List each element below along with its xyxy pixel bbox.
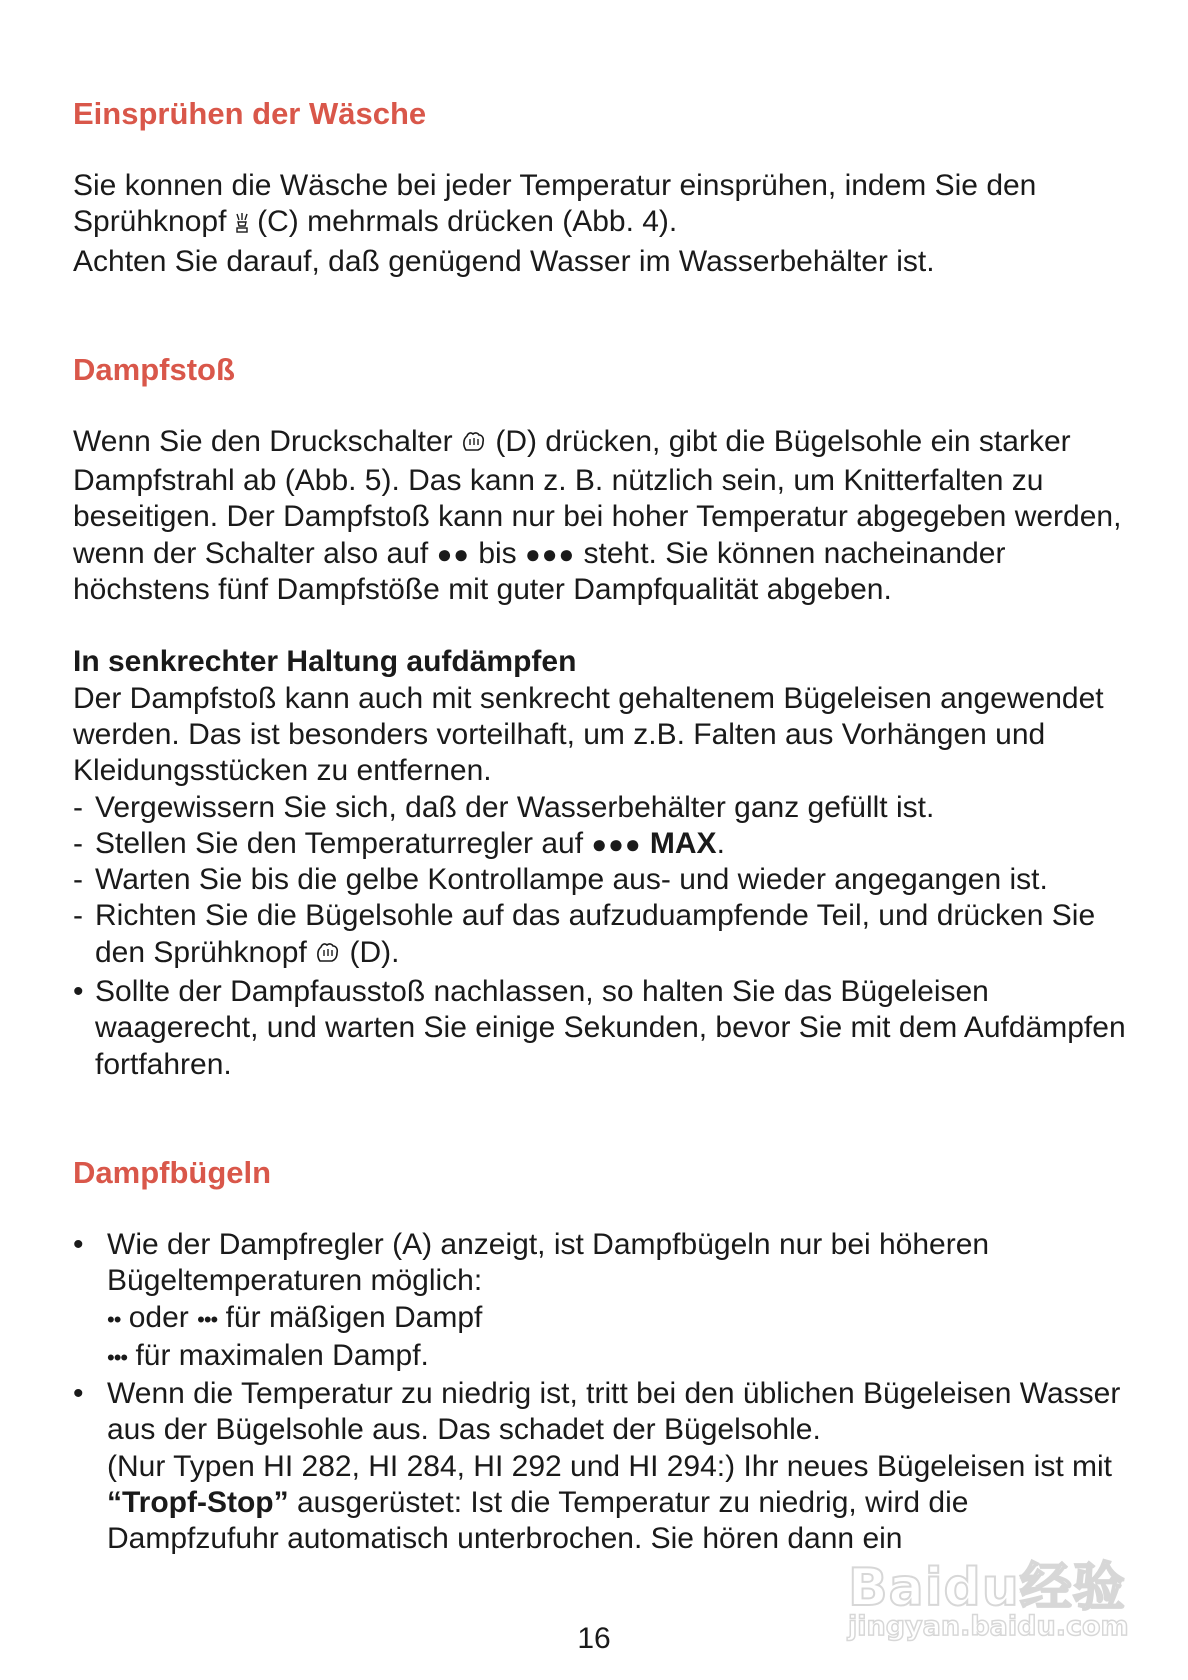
dash-marker: - <box>73 899 83 933</box>
text-segment: für mäßigen Dampf <box>225 1300 483 1334</box>
text-segment: (D) drücken, gibt die Bügelsohle ein starker Dampfstrahl ab (Abb. 5). Das kann z. B. nützlich sein, um Knitterfalten zu beseitigen. Der Dampfstoß kann nur bei hoher Temperatur abgegeben werden, wenn der Schalter also auf <box>73 424 1122 570</box>
text-segment: Wenn Sie den Druckschalter <box>73 424 453 458</box>
max-label: MAX <box>649 826 717 860</box>
list-item <box>73 862 1133 898</box>
paragraph-einspruehen-2: Achten Sie darauf, daß genügend Wasser im Wasserbehälter ist. <box>73 244 935 278</box>
list-item <box>73 1376 1133 1557</box>
section-title-dampfbuegeln: Dampfbügeln <box>73 1154 272 1190</box>
text-segment: Sollte der Dampfausstoß nachlassen, so halten Sie das Bügeleisen waagerecht, und warten Sie einige Sekunden, bevor Sie mit dem Aufdämpfen fortfahren. <box>95 975 1126 1081</box>
dash-marker: - <box>73 826 83 860</box>
temperature-dots-3: ●●● <box>525 538 576 569</box>
spray-icon <box>235 207 249 243</box>
paragraph-dampfstoss <box>73 424 1133 608</box>
paragraph-senkrecht: Der Dampfstoß kann auch mit senkrecht gehaltenem Bügeleisen angewendet werden. Das ist besonders vorteilhaft, um z.B. Falten aus Vorhängen und Kleidungsstücken zu entfernen. <box>73 681 1104 788</box>
bullet-marker: • <box>73 975 84 1009</box>
steam-shot-icon <box>461 427 487 463</box>
text-segment: Sie konnen die Wäsche bei jeder Temperatur einsprühen, indem Sie den Sprühknopf <box>73 169 1037 239</box>
tropf-stop-label: “Tropf-Stop” <box>107 1486 289 1520</box>
section-title-einspruehen: Einsprühen der Wäsche <box>73 96 427 131</box>
list-item <box>73 1227 1133 1376</box>
text-segment: bis <box>478 536 517 570</box>
temperature-dots-3: ••• <box>197 1306 218 1332</box>
text-segment: (Nur Typen HI 282, HI 284, HI 292 und HI 294:) Ihr neues Bügeleisen ist mit <box>107 1449 1112 1483</box>
section-title-dampfstoss: Dampfstoß <box>73 351 235 387</box>
text-segment: Wie der Dampfregler (A) anzeigt, ist Dampfbügeln nur bei höheren Bügeltemperaturen möglich: <box>107 1227 990 1298</box>
dash-marker: - <box>73 790 83 824</box>
text-segment: oder <box>128 1300 189 1334</box>
list-item <box>73 898 1133 974</box>
page-number: 16 <box>577 1622 611 1655</box>
dampfbuegeln-list <box>73 1227 1133 1558</box>
list-item <box>73 826 1133 862</box>
text-segment: steht. Sie können nacheinander höchstens fünf Dampfstöße mit guter Dampfqualität abgeben. <box>73 536 1006 607</box>
text-segment: Wenn die Temperatur zu niedrig ist, tritt bei den üblichen Bügeleisen Wasser aus der Bügelsohle aus. Das schadet der Bügelsohle. <box>107 1377 1121 1447</box>
list-item <box>73 974 1133 1083</box>
dash-marker: - <box>73 863 83 897</box>
text-segment: (C) mehrmals drücken (Abb. 4). <box>257 205 678 239</box>
text-segment: Vergewissern Sie sich, daß der Wasserbehälter ganz gefüllt ist. <box>95 790 935 824</box>
paragraph-einspruehen <box>73 168 1133 244</box>
text-segment: Warten Sie bis die gelbe Kontrollampe aus- und wieder angegangen ist. <box>95 863 1048 897</box>
temperature-dots-2: •• <box>107 1306 121 1332</box>
page-content <box>73 96 1133 1558</box>
watermark-sub: jingyan.baidu.com <box>848 1611 1129 1642</box>
bullet-marker: • <box>73 1377 84 1411</box>
text-segment: Richten Sie die Bügelsohle auf das aufzuduampfende Teil, und drücken Sie den Sprühknopf <box>95 899 1096 969</box>
text-segment: (D). <box>349 935 400 969</box>
steam-shot-icon <box>315 938 341 974</box>
text-segment: ausgerüstet: Ist die Temperatur zu niedrig, wird die Dampfzufuhr automatisch unterbrochen. Sie hören dann ein <box>107 1486 969 1556</box>
list-item <box>73 790 1133 826</box>
watermark-main: Baidu经验 <box>848 1558 1126 1618</box>
text-segment: Stellen Sie den Temperaturregler auf <box>95 826 584 860</box>
text-segment: . <box>716 826 725 860</box>
temperature-dots-2: ●● <box>436 538 470 569</box>
temperature-dots-3: ●●● <box>591 828 642 859</box>
subheading-senkrecht: In senkrechter Haltung aufdämpfen <box>73 645 577 679</box>
bullet-marker: • <box>73 1227 84 1261</box>
text-segment: für maximalen Dampf. <box>135 1338 429 1372</box>
baidu-watermark <box>848 1545 1128 1655</box>
temperature-dots-3: ••• <box>107 1344 128 1370</box>
instruction-list <box>73 790 1133 1083</box>
